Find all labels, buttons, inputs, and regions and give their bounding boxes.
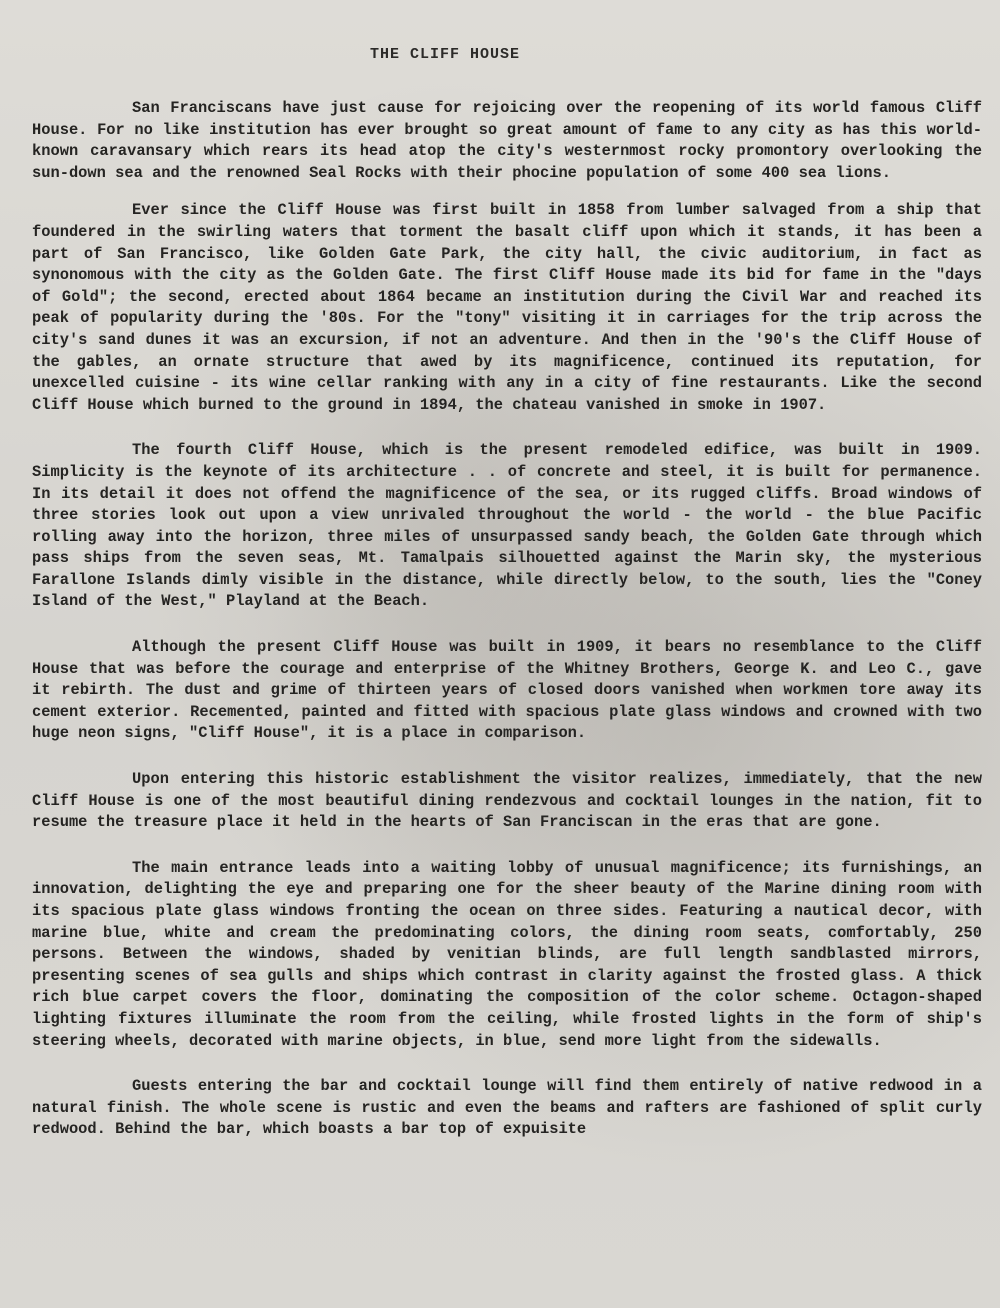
paragraph-rebirth: Although the present Cliff House was built in 1909, it bears no resemblance to the Cliff House that was before the courage and enterprise of the Whitney Brothers, George K. and Leo C., gave it rebirth. The dust and grime of thirteen years of closed doors vanished when workmen tore away its cement exterior. Recemented, painted and fitted with spacious plate glass windows and crowned with two huge neon signs, "Cliff House", it is a place in comparison. bbox=[32, 638, 982, 743]
paragraph-history: Ever since the Cliff House was first built in 1858 from lumber salvaged from a ship that foundered in the swirling waters that torment the basalt cliff upon which it stands, it has been a part of San Francisco, like Golden Gate Park, the city hall, the civic auditorium, in fact as synonomous with the city as the Golden Gate. The first Cliff House made its bid for fame in the "days of Gold"; the second, erected about 1864 became an institution during the Civil War and reached its peak of popularity during the '80s. For the "tony" visiting it in carriages for the trip across the city's sand dunes it was an excursion, if not an adventure. And then in the '90's the Cliff House of the gables, an ornate structure that awed by its magnificence, continued its reputation, for unexcelled cuisine - its wine cellar ranking with any in a city of fine restaurants. Like the second Cliff House which burned to the ground in 1894, the chateau vanished in smoke in 1907. bbox=[32, 201, 982, 414]
body-text bbox=[32, 98, 982, 1159]
paragraph-bar-lounge: Guests entering the bar and cocktail lounge will find them entirely of native redwood in a natural finish. The whole scene is rustic and even the beams and rafters are fashioned of split curly redwood. Behind the bar, which boasts a bar top of expuisite bbox=[32, 1077, 982, 1139]
paragraph-dining-room: The main entrance leads into a waiting lobby of unusual magnificence; its furnishings, an innovation, delighting the eye and preparing one for the sheer beauty of the Marine dining room with its spacious plate glass windows fronting the ocean on three sides. Featuring a nautical decor, with marine blue, white and cream the predominating colors, the dining room seats, comfortably, 250 persons. Between the windows, shaded by venitian blinds, are full length sandblasted mirrors, presenting scenes of sea gulls and ships which contrast in clarity against the frosted glass. A thick rich blue carpet covers the floor, dominating the composition of the color scheme. Octagon-shaped lighting fixtures illuminate the room from the ceiling, while frosted lights in the form of ship's steering wheels, decorated with marine objects, in blue, send more light from the sidewalls. bbox=[32, 858, 982, 1050]
paragraph-reopening: San Franciscans have just cause for rejoicing over the reopening of its world famous Cliff House. For no like institution has ever brought so great amount of fame to any city as has this world-known caravansary which rears its head atop the city's westernmost rocky promontory overlooking the sun-down sea and the renowned Seal Rocks with their phocine population of some 400 sea lions. bbox=[32, 99, 982, 182]
paragraph-entering: Upon entering this historic establishment the visitor realizes, immediately, that the new Cliff House is one of the most beautiful dining rendezvous and cocktail lounges in the nation, fit to resume the treasure place it held in the hearts of San Franciscan in the eras that are gone. bbox=[32, 770, 982, 832]
paragraph-fourth-cliff-house: The fourth Cliff House, which is the present remodeled edifice, was built in 1909. Simplicity is the keynote of its architecture . . of concrete and steel, it is built for permanence. In its detail it does not offend the magnificence of the sea, or its rugged cliffs. Broad windows of three stories look out upon a view unrivaled throughout the world - the world - the blue Pacific rolling away into the horizon, three miles of unsurpassed sandy beach, the Golden Gate through which pass ships from the seven seas, Mt. Tamalpais silhouetted against the Marin sky, the mysterious Farallone Islands dimly visible in the distance, while directly below, to the south, lies the "Coney Island of the West," Playland at the Beach. bbox=[32, 441, 982, 611]
page-title: THE CLIFF HOUSE bbox=[369, 46, 521, 63]
